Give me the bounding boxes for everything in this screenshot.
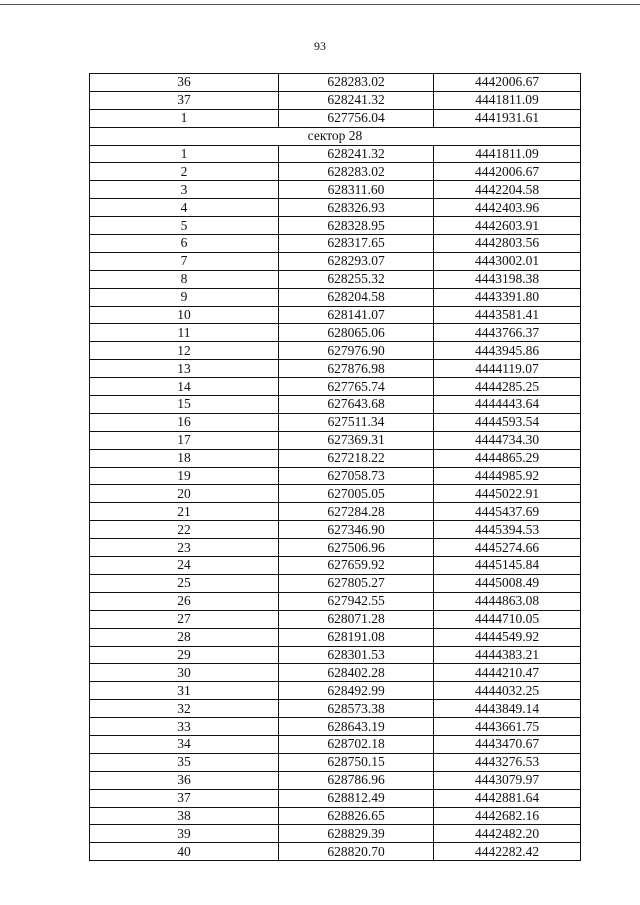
table-row (90, 217, 581, 235)
x-coordinate-cell: 628204.58 (279, 288, 434, 306)
sector-header-row (90, 127, 581, 145)
point-number-cell: 38 (90, 807, 279, 825)
point-number-cell: 37 (90, 91, 279, 109)
x-coordinate-cell: 628812.49 (279, 789, 434, 807)
table-row (90, 574, 581, 592)
x-coordinate-cell: 628191.08 (279, 628, 434, 646)
table-row (90, 735, 581, 753)
point-number-cell: 26 (90, 592, 279, 610)
point-number-cell: 14 (90, 378, 279, 396)
point-number-cell: 39 (90, 825, 279, 843)
table-row (90, 252, 581, 270)
y-coordinate-cell: 4445274.66 (434, 539, 581, 557)
x-coordinate-cell: 628402.28 (279, 664, 434, 682)
x-coordinate-cell: 628311.60 (279, 181, 434, 199)
x-coordinate-cell: 627643.68 (279, 396, 434, 414)
y-coordinate-cell: 4445145.84 (434, 557, 581, 575)
point-number-cell: 36 (90, 771, 279, 789)
x-coordinate-cell: 628255.32 (279, 270, 434, 288)
table-row (90, 467, 581, 485)
point-number-cell: 30 (90, 664, 279, 682)
point-number-cell: 8 (90, 270, 279, 288)
x-coordinate-cell: 627659.92 (279, 557, 434, 575)
table-row (90, 592, 581, 610)
table-row (90, 521, 581, 539)
x-coordinate-cell: 628492.99 (279, 682, 434, 700)
point-number-cell: 28 (90, 628, 279, 646)
page-number: 93 (314, 39, 326, 53)
x-coordinate-cell: 627756.04 (279, 109, 434, 127)
table-row (90, 700, 581, 718)
table-row (90, 91, 581, 109)
y-coordinate-cell: 4442881.64 (434, 789, 581, 807)
y-coordinate-cell: 4444119.07 (434, 360, 581, 378)
y-coordinate-cell: 4443849.14 (434, 700, 581, 718)
y-coordinate-cell: 4444443.64 (434, 396, 581, 414)
point-number-cell: 1 (90, 145, 279, 163)
point-number-cell: 5 (90, 217, 279, 235)
table-row (90, 324, 581, 342)
x-coordinate-cell: 627346.90 (279, 521, 434, 539)
point-number-cell: 37 (90, 789, 279, 807)
y-coordinate-cell: 4442204.58 (434, 181, 581, 199)
y-coordinate-cell: 4444863.08 (434, 592, 581, 610)
point-number-cell: 25 (90, 574, 279, 592)
y-coordinate-cell: 4445008.49 (434, 574, 581, 592)
table-row (90, 396, 581, 414)
y-coordinate-cell: 4443581.41 (434, 306, 581, 324)
point-number-cell: 35 (90, 753, 279, 771)
y-coordinate-cell: 4442403.96 (434, 199, 581, 217)
x-coordinate-cell: 627005.05 (279, 485, 434, 503)
point-number-cell: 21 (90, 503, 279, 521)
table-row (90, 539, 581, 557)
point-number-cell: 27 (90, 610, 279, 628)
table-row (90, 664, 581, 682)
y-coordinate-cell: 4444865.29 (434, 449, 581, 467)
table-row (90, 646, 581, 664)
x-coordinate-cell: 628786.96 (279, 771, 434, 789)
y-coordinate-cell: 4444593.54 (434, 413, 581, 431)
y-coordinate-cell: 4442006.67 (434, 74, 581, 92)
table-row (90, 74, 581, 92)
x-coordinate-cell: 628241.32 (279, 145, 434, 163)
y-coordinate-cell: 4445022.91 (434, 485, 581, 503)
x-coordinate-cell: 628820.70 (279, 843, 434, 861)
point-number-cell: 1 (90, 109, 279, 127)
y-coordinate-cell: 4444383.21 (434, 646, 581, 664)
y-coordinate-cell: 4444710.05 (434, 610, 581, 628)
y-coordinate-cell: 4443198.38 (434, 270, 581, 288)
table-row (90, 431, 581, 449)
y-coordinate-cell: 4442482.20 (434, 825, 581, 843)
x-coordinate-cell: 628301.53 (279, 646, 434, 664)
x-coordinate-cell: 628643.19 (279, 718, 434, 736)
y-coordinate-cell: 4441811.09 (434, 91, 581, 109)
coordinates-table-body (90, 74, 581, 861)
y-coordinate-cell: 4444032.25 (434, 682, 581, 700)
y-coordinate-cell: 4443661.75 (434, 718, 581, 736)
table-row (90, 610, 581, 628)
point-number-cell: 15 (90, 396, 279, 414)
y-coordinate-cell: 4444210.47 (434, 664, 581, 682)
point-number-cell: 40 (90, 843, 279, 861)
point-number-cell: 34 (90, 735, 279, 753)
y-coordinate-cell: 4442603.91 (434, 217, 581, 235)
table-row (90, 235, 581, 253)
table-row (90, 288, 581, 306)
y-coordinate-cell: 4443391.80 (434, 288, 581, 306)
point-number-cell: 3 (90, 181, 279, 199)
table-row (90, 449, 581, 467)
x-coordinate-cell: 627976.90 (279, 342, 434, 360)
y-coordinate-cell: 4443766.37 (434, 324, 581, 342)
point-number-cell: 12 (90, 342, 279, 360)
table-row (90, 342, 581, 360)
x-coordinate-cell: 628283.02 (279, 163, 434, 181)
y-coordinate-cell: 4442682.16 (434, 807, 581, 825)
y-coordinate-cell: 4442282.42 (434, 843, 581, 861)
table-row (90, 199, 581, 217)
point-number-cell: 32 (90, 700, 279, 718)
table-row (90, 503, 581, 521)
table-row (90, 557, 581, 575)
x-coordinate-cell: 627506.96 (279, 539, 434, 557)
point-number-cell: 4 (90, 199, 279, 217)
x-coordinate-cell: 628293.07 (279, 252, 434, 270)
point-number-cell: 16 (90, 413, 279, 431)
point-number-cell: 20 (90, 485, 279, 503)
x-coordinate-cell: 627511.34 (279, 413, 434, 431)
y-coordinate-cell: 4442006.67 (434, 163, 581, 181)
x-coordinate-cell: 628317.65 (279, 235, 434, 253)
x-coordinate-cell: 628071.28 (279, 610, 434, 628)
y-coordinate-cell: 4444734.30 (434, 431, 581, 449)
table-row (90, 306, 581, 324)
table-row (90, 163, 581, 181)
point-number-cell: 18 (90, 449, 279, 467)
point-number-cell: 10 (90, 306, 279, 324)
x-coordinate-cell: 628141.07 (279, 306, 434, 324)
table-row (90, 825, 581, 843)
x-coordinate-cell: 627369.31 (279, 431, 434, 449)
y-coordinate-cell: 4445437.69 (434, 503, 581, 521)
point-number-cell: 24 (90, 557, 279, 575)
table-row (90, 145, 581, 163)
point-number-cell: 31 (90, 682, 279, 700)
y-coordinate-cell: 4443470.67 (434, 735, 581, 753)
table-row (90, 413, 581, 431)
table-row (90, 789, 581, 807)
x-coordinate-cell: 628829.39 (279, 825, 434, 843)
point-number-cell: 11 (90, 324, 279, 342)
x-coordinate-cell: 627876.98 (279, 360, 434, 378)
point-number-cell: 23 (90, 539, 279, 557)
x-coordinate-cell: 628328.95 (279, 217, 434, 235)
y-coordinate-cell: 4441811.09 (434, 145, 581, 163)
x-coordinate-cell: 628283.02 (279, 74, 434, 92)
x-coordinate-cell: 628826.65 (279, 807, 434, 825)
x-coordinate-cell: 628573.38 (279, 700, 434, 718)
y-coordinate-cell: 4443945.86 (434, 342, 581, 360)
table-row (90, 807, 581, 825)
table-row (90, 378, 581, 396)
point-number-cell: 9 (90, 288, 279, 306)
point-number-cell: 36 (90, 74, 279, 92)
table-row (90, 485, 581, 503)
y-coordinate-cell: 4441931.61 (434, 109, 581, 127)
top-border-line (0, 4, 640, 5)
y-coordinate-cell: 4444549.92 (434, 628, 581, 646)
x-coordinate-cell: 627942.55 (279, 592, 434, 610)
table-row (90, 628, 581, 646)
table-row (90, 360, 581, 378)
table-row (90, 181, 581, 199)
table-row (90, 753, 581, 771)
point-number-cell: 29 (90, 646, 279, 664)
y-coordinate-cell: 4445394.53 (434, 521, 581, 539)
x-coordinate-cell: 628065.06 (279, 324, 434, 342)
x-coordinate-cell: 628241.32 (279, 91, 434, 109)
point-number-cell: 17 (90, 431, 279, 449)
table-row (90, 843, 581, 861)
y-coordinate-cell: 4443079.97 (434, 771, 581, 789)
point-number-cell: 13 (90, 360, 279, 378)
coordinates-table (89, 73, 581, 861)
point-number-cell: 7 (90, 252, 279, 270)
y-coordinate-cell: 4444985.92 (434, 467, 581, 485)
y-coordinate-cell: 4442803.56 (434, 235, 581, 253)
table-row (90, 109, 581, 127)
table-row (90, 718, 581, 736)
point-number-cell: 33 (90, 718, 279, 736)
x-coordinate-cell: 627805.27 (279, 574, 434, 592)
point-number-cell: 2 (90, 163, 279, 181)
table-row (90, 682, 581, 700)
x-coordinate-cell: 628326.93 (279, 199, 434, 217)
y-coordinate-cell: 4443002.01 (434, 252, 581, 270)
x-coordinate-cell: 628750.15 (279, 753, 434, 771)
point-number-cell: 22 (90, 521, 279, 539)
x-coordinate-cell: 628702.18 (279, 735, 434, 753)
x-coordinate-cell: 627058.73 (279, 467, 434, 485)
point-number-cell: 19 (90, 467, 279, 485)
table-row (90, 771, 581, 789)
table-row (90, 270, 581, 288)
x-coordinate-cell: 627284.28 (279, 503, 434, 521)
x-coordinate-cell: 627765.74 (279, 378, 434, 396)
sector-title: сектор 28 (90, 127, 581, 145)
point-number-cell: 6 (90, 235, 279, 253)
x-coordinate-cell: 627218.22 (279, 449, 434, 467)
y-coordinate-cell: 4444285.25 (434, 378, 581, 396)
y-coordinate-cell: 4443276.53 (434, 753, 581, 771)
